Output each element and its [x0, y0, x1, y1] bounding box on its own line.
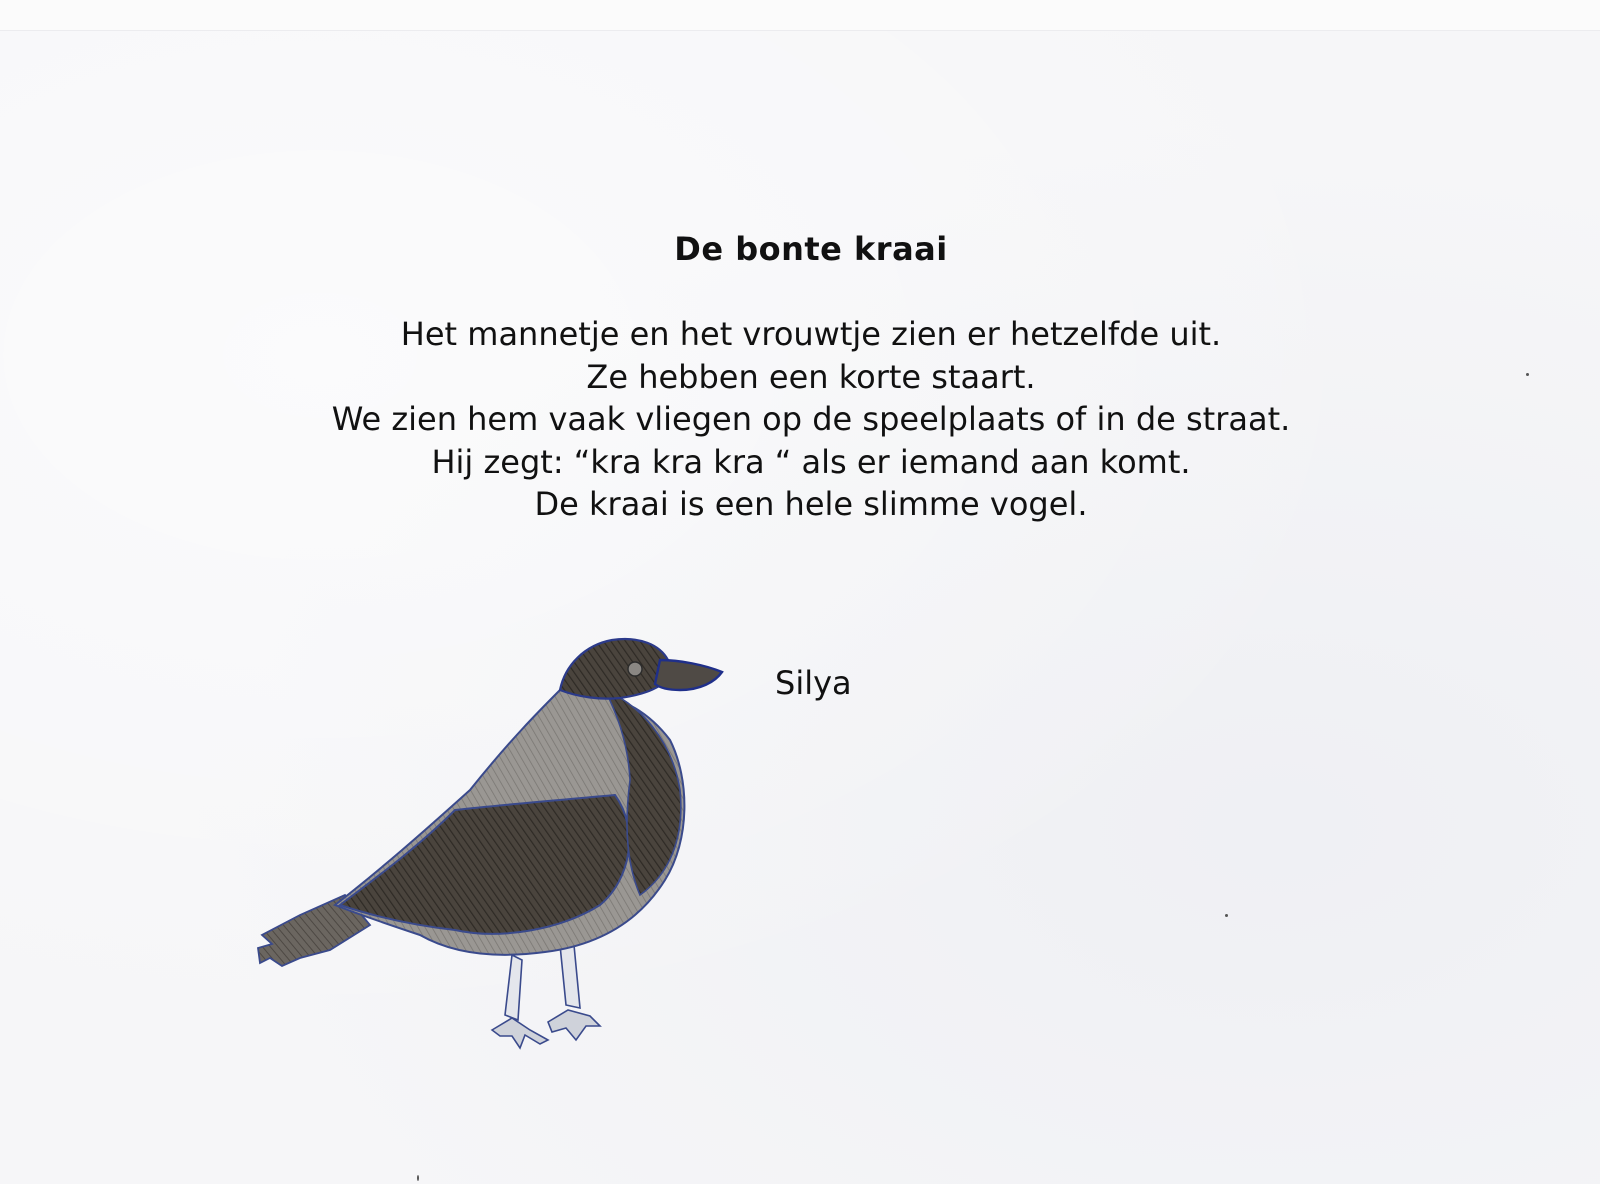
- author-name: Silya: [775, 664, 852, 702]
- poem-line: Ze hebben een korte staart.: [586, 357, 1036, 396]
- crow-head: [560, 639, 672, 699]
- poem-line: We zien hem vaak vliegen op de speelplaats of in de straat.: [331, 400, 1291, 438]
- poem-line: Hij zegt: “kra kra kra “ als er iemand aan komt.: [431, 442, 1191, 481]
- crow-legs: [492, 945, 600, 1048]
- scan-speck: [417, 1175, 419, 1181]
- poem-line: Het mannetje en het vrouwtje zien er hetzelfde uit.: [400, 315, 1222, 353]
- scan-speck: [1526, 373, 1529, 376]
- crow-eye: [628, 662, 642, 676]
- poem-line: De kraai is een hele slimme vogel.: [534, 485, 1088, 523]
- crow-beak: [655, 660, 722, 690]
- document-title: De bonte kraai: [674, 230, 948, 268]
- scan-speck: [1225, 914, 1228, 917]
